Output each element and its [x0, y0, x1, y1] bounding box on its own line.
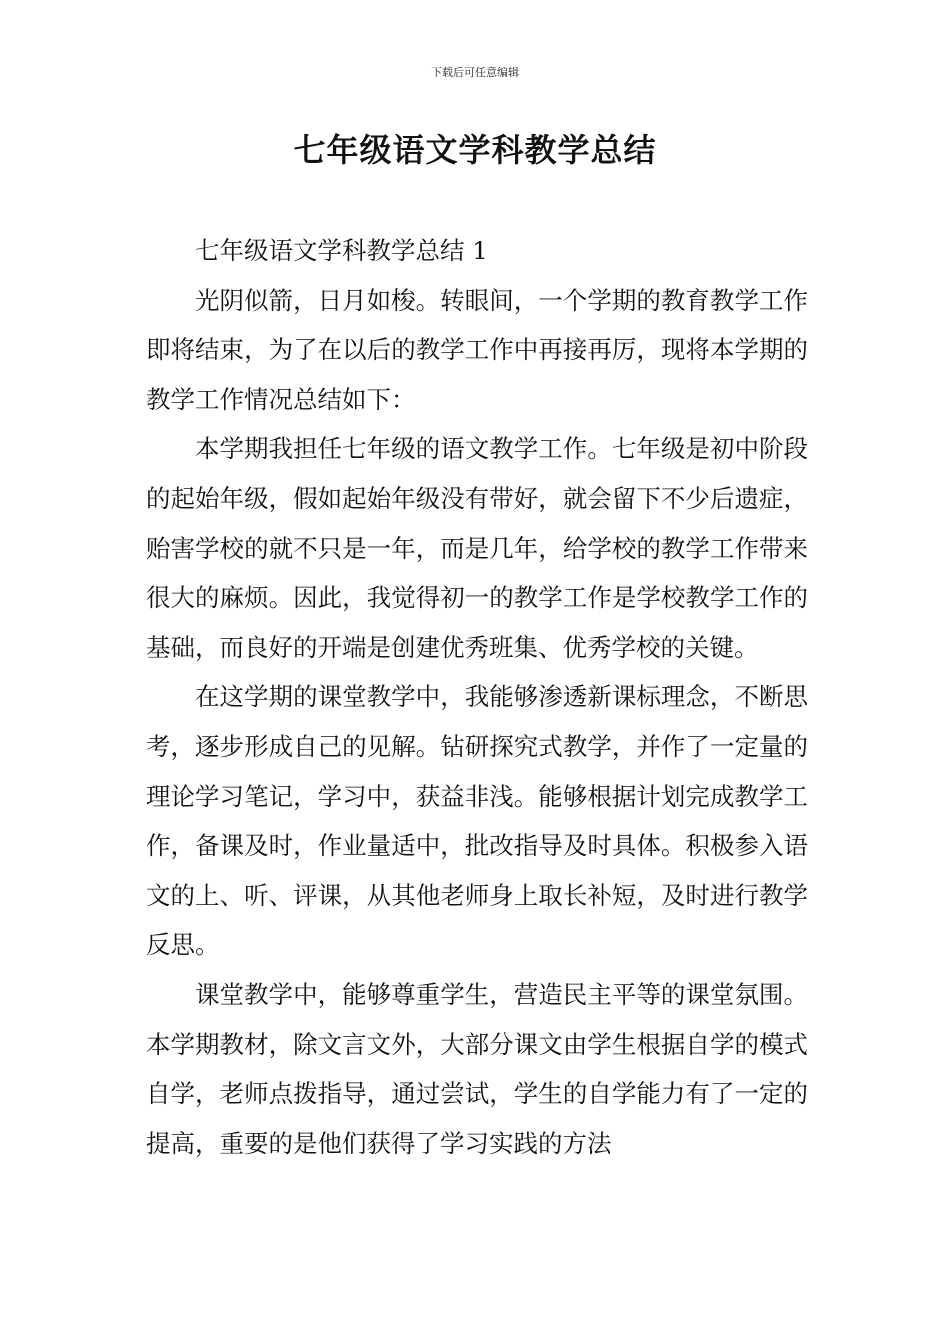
paragraph-3: 在这学期的课堂教学中，我能够渗透新课标理念，不断思考，逐步形成自己的见解。钻研探究式教学，并作了一定量的理论学习笔记，学习中，获益非浅。能够根据计划完成教学工作，备课及时，作业量适中，批改指导及时具体。积极参入语文的上、听、评课，从其他老师身上取长补短，及时进行教学反思。 [146, 682, 808, 960]
paragraph-4: 课堂教学中，能够尊重学生，营造民主平等的课堂氛围。本学期教材，除文言文外，大部分课文由学生根据自学的模式自学，老师点拨指导，通过尝试，学生的自学能力有了一定的提高，重要的是他们获得了学习实践的方法 [146, 979, 808, 1158]
paragraph-1: 光阴似箭，日月如梭。转眼间，一个学期的教育教学工作即将结束，为了在以后的教学工作中再接再厉，现将本学期的教学工作情况总结如下： [146, 285, 808, 414]
section-heading: 七年级语文学科教学总结 1 [195, 236, 488, 265]
document-body [146, 226, 808, 1168]
header-note: 下载后可任意编辑 [431, 66, 519, 79]
document-title: 七年级语文学科教学总结 [293, 131, 657, 169]
paragraph-2: 本学期我担任七年级的语文教学工作。七年级是初中阶段的起始年级，假如起始年级没有带好，就会留下不少后遗症，贻害学校的就不只是一年，而是几年，给学校的教学工作带来很大的麻烦。因此，我觉得初一的教学工作是学校教学工作的基础，而良好的开端是创建优秀班集、优秀学校的关键。 [146, 434, 808, 662]
